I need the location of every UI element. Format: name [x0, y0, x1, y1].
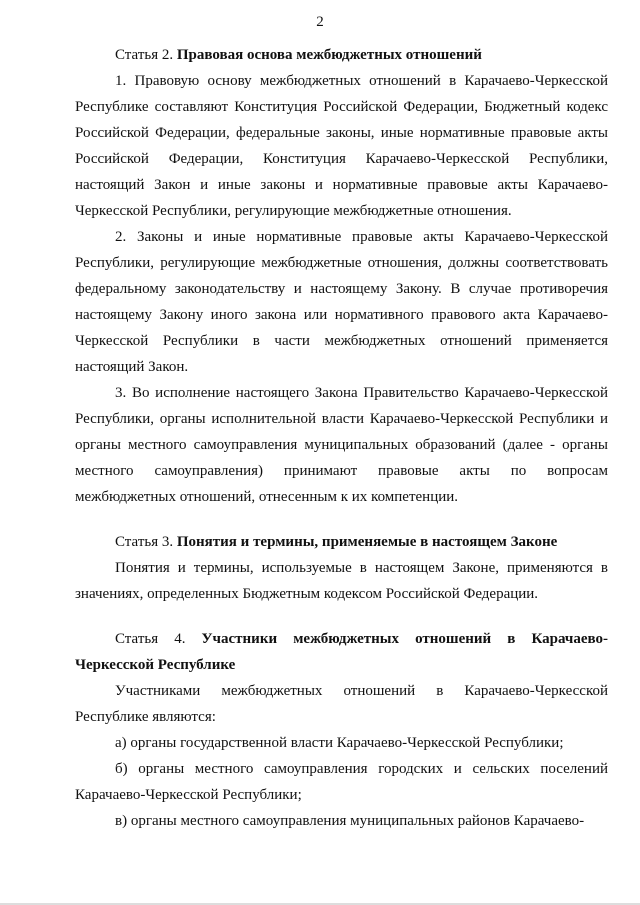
article-2-paragraph-2: 2. Законы и иные нормативные правовые акты Карачаево-Черкесской Республики, регулирующие межбюджетные отношения, должны соответствовать федеральному законодательству и настоящему Закону. В случае противоречия настоящему Закону иного закона или нормативного правового акта Карачаево-Черкесской Республики в части межбюджетных отношений применяется настоящий Закон. — [75, 229, 608, 375]
article-2-title: Правовая основа межбюджетных отношений — [176, 47, 482, 63]
section-spacer — [75, 607, 608, 626]
article-4-paragraph-1: Участниками межбюджетных отношений в Карачаево-Черкесской Республике являются: — [75, 683, 608, 725]
article-4-item-a: а) органы государственной власти Карачаево-Черкесской Республики; — [115, 735, 564, 751]
article-4-label: Статья 4. — [115, 631, 202, 647]
article-3-paragraph-1: Понятия и термины, используемые в настоящем Законе, применяются в значениях, определенных Бюджетным кодексом Российской Федерации. — [75, 560, 608, 602]
section-spacer — [75, 510, 608, 529]
article-4-heading — [75, 626, 608, 678]
article-2-label: Статья 2. — [115, 47, 177, 63]
article-2-paragraph-1: 1. Правовую основу межбюджетных отношений в Карачаево-Черкесской Республике составляют Конституция Российской Федерации, Бюджетный кодекс Российской Федерации, федеральные законы, иные нормативные правовые акты Российской Федерации, Конституция Карачаево-Черкесской Республики, настоящий Закон и иные законы и нормативные правовые акты Карачаево-Черкесской Республики, регулирующие межбюджетные отношения. — [75, 73, 608, 219]
article-3-heading — [75, 529, 608, 555]
article-3-label: Статья 3. — [115, 534, 177, 550]
document-body — [75, 33, 608, 834]
article-4-title: Участники межбюджетных отношений в Карачаево-Черкесской Республике — [75, 631, 608, 673]
page-number: 2 — [316, 14, 324, 30]
article-2-heading — [75, 42, 608, 68]
article-4-item-b: б) органы местного самоуправления городских и сельских поселений Карачаево-Черкесской Республики; — [75, 761, 608, 803]
article-3-title: Понятия и термины, применяемые в настоящем Законе — [176, 534, 558, 550]
article-2-paragraph-3: 3. Во исполнение настоящего Закона Правительство Карачаево-Черкесской Республики, органы исполнительной власти Карачаево-Черкесской Республики и органы местного самоуправления муниципальных образований (далее - органы местного самоуправления) принимают правовые акты по вопросам межбюджетных отношений, отнесенным к их компетенции. — [75, 385, 608, 505]
article-4-item-c: в) органы местного самоуправления муниципальных районов Карачаево- — [115, 813, 585, 829]
